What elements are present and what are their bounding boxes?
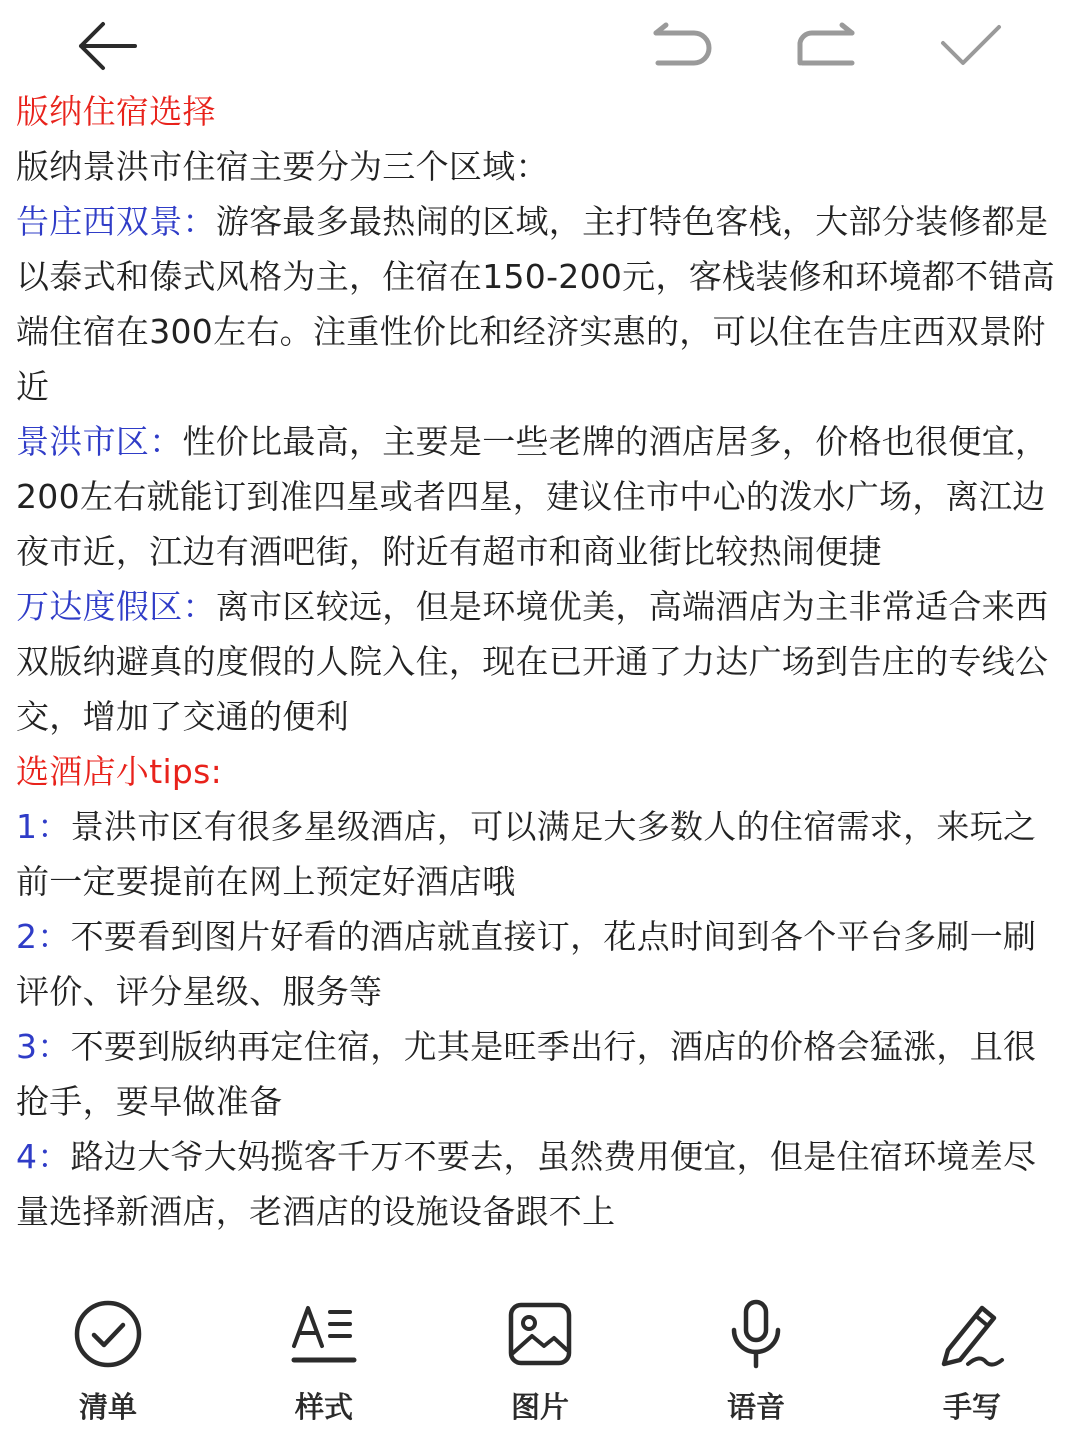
tip-item — [16, 1129, 1056, 1239]
voice-button[interactable] — [696, 1296, 816, 1426]
tip-text: 不要到版纳再定住宿，尤其是旺季出行，酒店的价格会猛涨，且很抢手，要早做准备 — [16, 1027, 1037, 1121]
back-button[interactable] — [72, 14, 142, 78]
tip-number: 1： — [16, 807, 71, 846]
handwriting-button[interactable] — [912, 1296, 1032, 1426]
note-editor[interactable] — [16, 84, 1056, 1239]
area-label: 万达度假区： — [16, 587, 216, 626]
image-button[interactable] — [480, 1296, 600, 1426]
area-text: 性价比最高，主要是一些老牌的酒店居多，价格也很便宜，200左右就能订到准四星或者四星，建议住市中心的泼水广场，离江边夜市近，江边有酒吧街，附近有超市和商业街比较热闹便捷 — [16, 422, 1049, 571]
arrow-left-icon — [75, 18, 139, 74]
checklist-button[interactable] — [48, 1296, 168, 1426]
top-toolbar — [0, 0, 1080, 92]
area-label: 告庄西双景： — [16, 202, 216, 241]
tip-item — [16, 1019, 1056, 1129]
undo-icon — [650, 21, 716, 71]
microphone-icon — [720, 1298, 792, 1370]
pen-icon — [936, 1298, 1008, 1370]
redo-button[interactable] — [792, 14, 862, 78]
undo-button[interactable] — [648, 14, 718, 78]
tool-label: 语音 — [726, 1390, 785, 1424]
image-icon — [504, 1298, 576, 1370]
area-text: 游客最多最热闹的区域，主打特色客栈，大部分装修都是以泰式和傣式风格为主，住宿在150-200元，客栈装修和环境都不错高端住宿在300左右。注重性价比和经济实惠的，可以住在告庄西双景附近 — [16, 202, 1056, 406]
area-paragraph — [16, 579, 1056, 744]
tip-number: 3： — [16, 1027, 71, 1066]
tip-text: 路边大爷大妈揽客千万不要去，虽然费用便宜，但是住宿环境差尽量选择新酒店，老酒店的设施设备跟不上 — [16, 1137, 1037, 1231]
tool-label: 手写 — [942, 1390, 1001, 1424]
tip-text: 景洪市区有很多星级酒店，可以满足大多数人的住宿需求，来玩之前一定要提前在网上预定好酒店哦 — [16, 807, 1037, 901]
redo-icon — [794, 21, 860, 71]
tool-label: 清单 — [78, 1390, 137, 1424]
bottom-toolbar — [0, 1290, 1080, 1440]
tip-number: 4： — [16, 1137, 71, 1176]
tip-item — [16, 799, 1056, 909]
tip-item — [16, 909, 1056, 1019]
note-title: 版纳住宿选择 — [16, 92, 216, 131]
checkmark-icon — [939, 21, 1003, 71]
area-label: 景洪市区： — [16, 422, 183, 461]
checklist-icon — [72, 1298, 144, 1370]
confirm-button[interactable] — [936, 14, 1006, 78]
area-paragraph — [16, 414, 1056, 579]
area-paragraph — [16, 194, 1056, 414]
tip-text: 不要看到图片好看的酒店就直接订，花点时间到各个平台多刷一刷评价、评分星级、服务等 — [16, 917, 1037, 1011]
tip-number: 2： — [16, 917, 71, 956]
tool-label: 样式 — [294, 1390, 353, 1424]
tips-title: 选酒店小tips: — [16, 752, 223, 791]
area-text: 离市区较远，但是环境优美，高端酒店为主非常适合来西双版纳避真的度假的人院入住，现在已开通了力达广场到告庄的专线公交，增加了交通的便利 — [16, 587, 1049, 736]
note-intro: 版纳景洪市住宿主要分为三个区域： — [16, 147, 549, 186]
text-style-icon — [288, 1298, 360, 1370]
text-style-button[interactable] — [264, 1296, 384, 1426]
tool-label: 图片 — [510, 1390, 569, 1424]
